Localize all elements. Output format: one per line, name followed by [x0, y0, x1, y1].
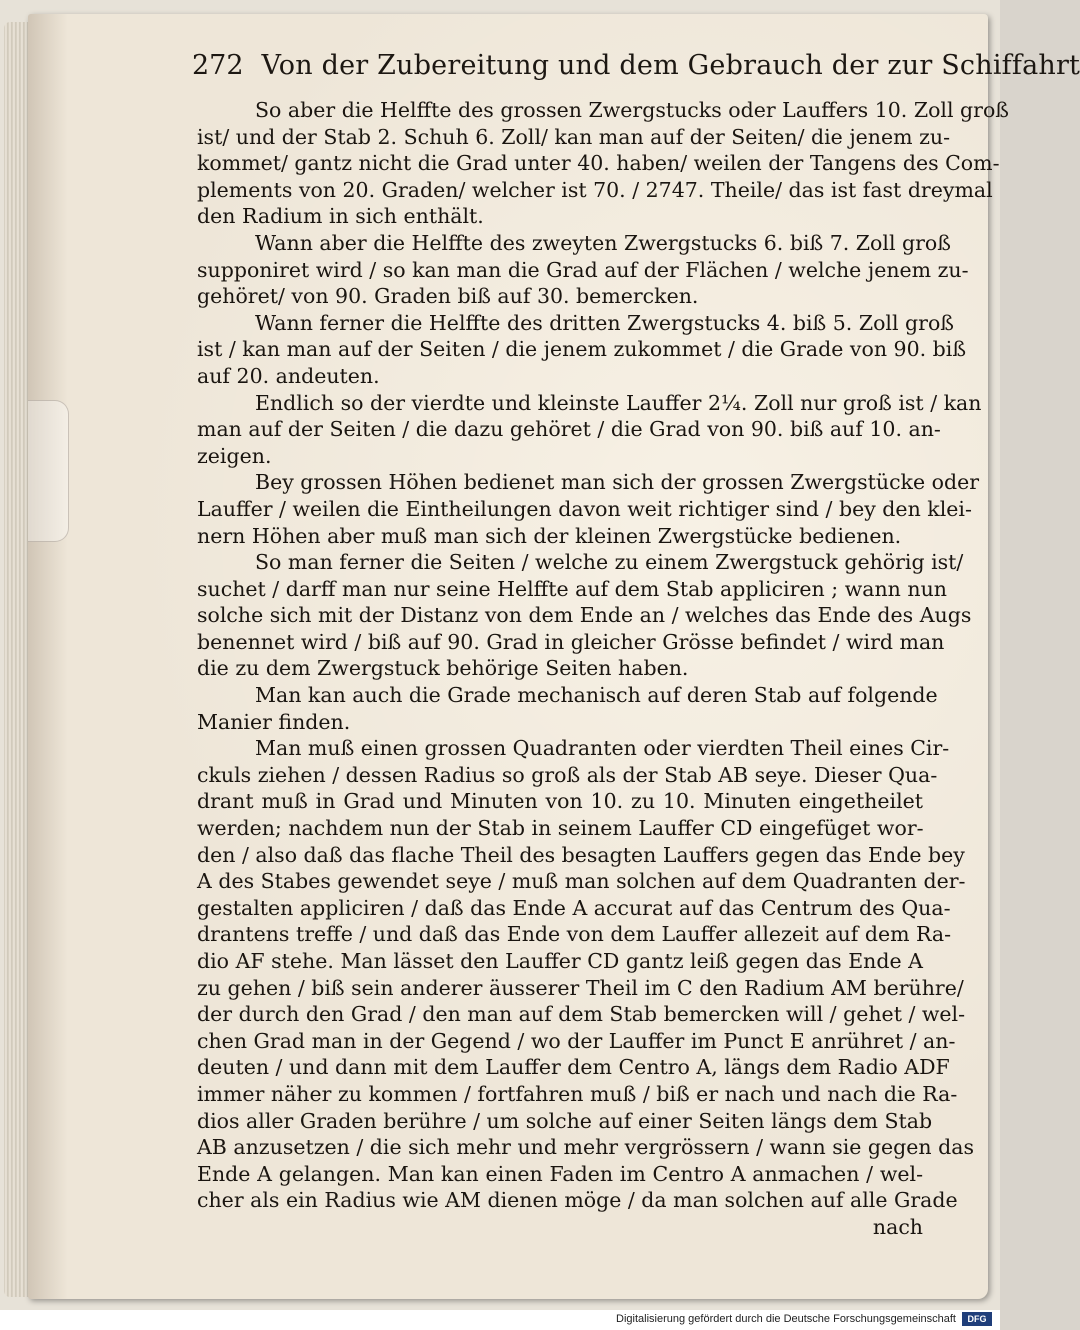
catchword: nach	[872, 1214, 923, 1239]
text-line: gestalten appliciren / daß das Ende A accurat auf das Centrum des Qua-	[197, 895, 951, 920]
text-line: plements von 20. Graden/ welcher ist 70. / 2747. Theile/ das ist fast dreymal	[197, 177, 993, 202]
text-line: gehöret/ von 90. Graden biß auf 30. bemercken.	[197, 284, 699, 309]
page-number: 272	[192, 50, 244, 81]
text-line: dios aller Graden berühre / um solche auf einer Seiten längs dem Stab	[197, 1108, 933, 1133]
funding-credit: Digitalisierung gefördert durch die Deutsche Forschungsgemeinschaft	[616, 1313, 956, 1325]
text-line: drantens treffe / und daß das Ende von dem Lauffer allezeit auf dem Ra-	[197, 922, 952, 947]
text-line: Endlich so der vierdte und kleinste Lauffer 2¼. Zoll nur groß ist / kan	[255, 390, 982, 415]
text-line: zu gehen / biß sein anderer äusserer Theil im C den Radium AM berühre/	[197, 975, 964, 1000]
text-line: So aber die Helffte des grossen Zwergstucks oder Lauffers 10. Zoll groß	[255, 98, 1010, 122]
text-line: deuten / und dann mit dem Lauffer dem Centro A, längs dem Radio ADF	[197, 1055, 950, 1080]
running-title: Von der Zubereitung und dem Gebrauch der zur Schiffahrt	[261, 50, 1080, 81]
text-line: nern Höhen aber muß man sich der kleinen Zwergstücke bedienen.	[197, 523, 902, 548]
text-line: zeigen.	[197, 443, 272, 468]
text-line: man auf der Seiten / die dazu gehöret / die Grad von 90. biß auf 10. an-	[197, 417, 941, 442]
text-line: So man ferner die Seiten / welche zu einem Zwergstuck gehörig ist/	[255, 550, 964, 575]
text-line: ist / kan man auf der Seiten / die jenem zukommet / die Grade von 90. biß	[197, 337, 967, 362]
body-text	[197, 97, 1010, 1241]
text-line: Man kan auch die Grade mechanisch auf deren Stab auf folgende	[255, 683, 938, 708]
text-line: drant muß in Grad und Minuten von 10. zu 10. Minuten eingetheilet	[197, 789, 923, 814]
text-line: Wann ferner die Helffte des dritten Zwergstucks 4. biß 5. Zoll groß	[255, 310, 955, 335]
dfg-logo: DFG	[962, 1312, 992, 1326]
text-line: kommet/ gantz nicht die Grad unter 40. haben/ weilen der Tangens des Com-	[197, 151, 1000, 176]
text-line: ist/ und der Stab 2. Schuh 6. Zoll/ kan man auf der Seiten/ die jenem zu-	[197, 124, 951, 149]
text-line: Lauffer / weilen die Eintheilungen davon weit richtiger sind / bey den klei-	[197, 496, 972, 521]
text-line: Wann aber die Helffte des zweyten Zwergstucks 6. biß 7. Zoll groß	[255, 230, 951, 255]
text-line: werden; nachdem nun der Stab in seinem Lauffer CD eingefüget wor-	[197, 816, 924, 841]
text-line: solche sich mit der Distanz von dem Ende an / welches das Ende des Augs	[197, 603, 972, 628]
page-header	[192, 50, 1080, 94]
text-line: chen Grad man in der Gegend / wo der Lauffer im Punct E anrühret / an-	[197, 1028, 956, 1053]
text-line: immer näher zu kommen / fortfahren muß / biß er nach und nach die Ra-	[197, 1081, 958, 1106]
text-line: dio AF stehe. Man lässet den Lauffer CD gantz leiß gegen das Ende A	[197, 949, 923, 973]
text-line: die zu dem Zwergstuck behörige Seiten haben.	[197, 656, 689, 681]
text-line: Man muß einen grossen Quadranten oder vierdten Theil eines Cir-	[255, 736, 950, 761]
text-line: den / also daß das flache Theil des besagten Lauffers gegen das Ende bey	[197, 842, 965, 867]
text-line: den Radium in sich enthält.	[197, 204, 484, 229]
page-tab-marker	[28, 400, 69, 542]
text-line: supponiret wird / so kan man die Grad auf der Flächen / welche jenem zu-	[197, 257, 969, 282]
text-line: ckuls ziehen / dessen Radius so groß als der Stab AB seye. Dieser Qua-	[197, 762, 938, 787]
text-line: cher als ein Radius wie AM dienen möge / da man solchen auf alle Grade	[197, 1188, 958, 1213]
text-line: benennet wird / biß auf 90. Grad in gleicher Grösse befindet / wird man	[197, 629, 945, 654]
text-line: Bey grossen Höhen bedienet man sich der grossen Zwergstücke oder	[255, 470, 980, 495]
text-line: AB anzusetzen / die sich mehr und mehr vergrössern / wann sie gegen das	[197, 1135, 975, 1160]
text-line: Manier finden.	[197, 709, 351, 734]
text-line: Ende A gelangen. Man kan einen Faden im Centro A anmachen / wel-	[197, 1161, 923, 1186]
text-line: auf 20. andeuten.	[197, 363, 380, 388]
text-line: A des Stabes gewendet seye / muß man solchen auf dem Quadranten der-	[197, 869, 966, 894]
text-line: suchet / darff man nur seine Helffte auf dem Stab appliciren ; wann nun	[197, 576, 947, 601]
text-line: der durch den Grad / den man auf dem Stab bemercken will / gehet / wel-	[197, 1002, 966, 1027]
